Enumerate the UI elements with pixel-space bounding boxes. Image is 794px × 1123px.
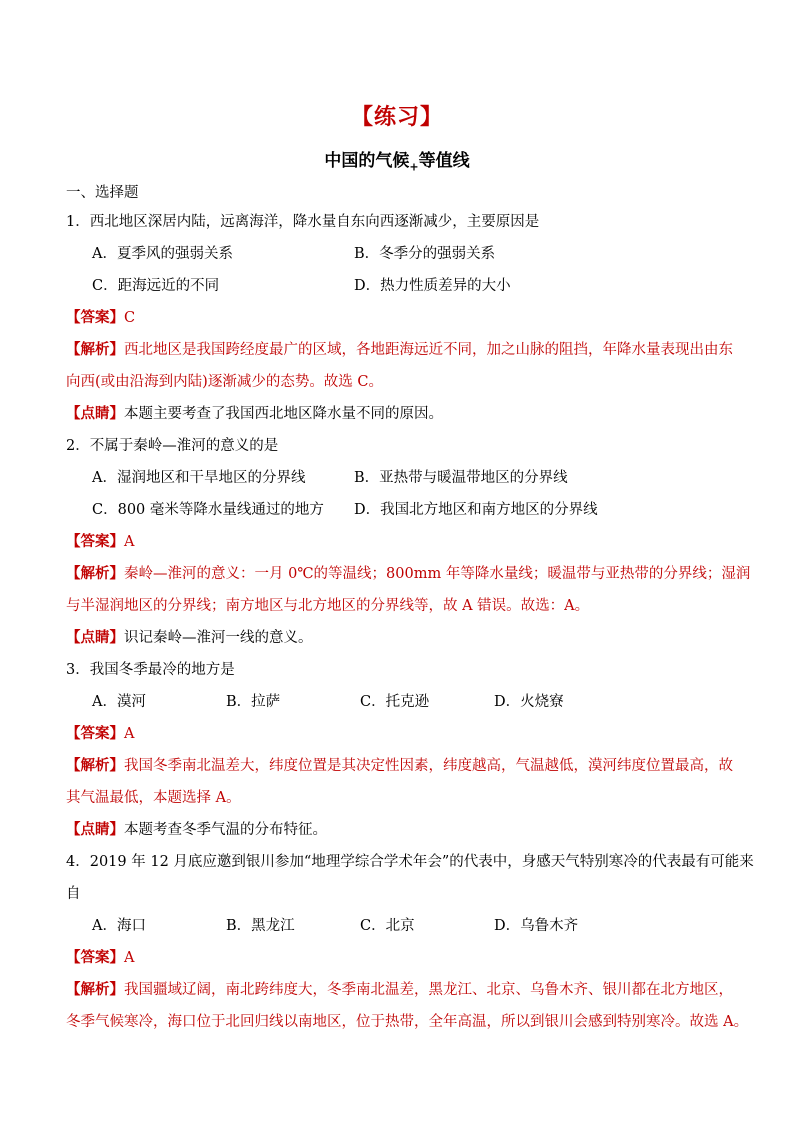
analysis-label: 【解析】 <box>66 341 124 358</box>
q3-option-d: D．火烧寮 <box>494 694 564 710</box>
q2-analysis-text-1: 秦岭—淮河的意义：一月 0℃的等温线；800mm 年等降水量线；暖温带与亚热带的分界线；湿润 <box>124 566 751 582</box>
answer-label: 【答案】 <box>66 949 124 966</box>
question-4-options-row <box>66 910 734 942</box>
q1-comment-text: 本题主要考查了我国西北地区降水量不同的原因。 <box>124 406 443 422</box>
page-subtitle <box>0 146 794 173</box>
analysis-label: 【解析】 <box>66 981 124 998</box>
question-4-stem-line-1: 4．2019 年 12 月底应邀到银川参加“地理学综合学术年会”的代表中，身感天气特别寒冷的代表最有可能来 <box>66 854 754 870</box>
answer-label: 【答案】 <box>66 725 124 742</box>
q4-analysis-line-1 <box>66 974 734 1006</box>
question-2-options-row-1 <box>66 462 734 494</box>
q3-option-b: B．拉萨 <box>226 694 281 710</box>
question-2-options-row-2 <box>66 494 734 526</box>
question-1-options-row-1 <box>66 238 734 270</box>
q1-analysis-line-2: 向西(或由沿海到内陆)逐渐减少的态势。故选 C。 <box>66 374 384 390</box>
q2-option-b: B．亚热带与暖温带地区的分界线 <box>354 470 568 486</box>
question-4-stem-line-2: 自 <box>66 886 81 902</box>
q2-comment-text: 识记秦岭—淮河一线的意义。 <box>124 630 313 646</box>
q2-option-c: C．800 毫米等降水量线通过的地方 <box>92 502 324 518</box>
page-title: 【练习】 <box>350 104 443 130</box>
q4-answer-value: A <box>124 950 135 966</box>
q3-option-c: C．托克逊 <box>360 694 430 710</box>
answer-label: 【答案】 <box>66 533 124 550</box>
q4-option-a: A．海口 <box>92 918 146 934</box>
q4-analysis-text-1: 我国疆域辽阔，南北跨纬度大，冬季南北温差，黑龙江、北京、乌鲁木齐、银川都在北方地区， <box>124 982 733 998</box>
q2-analysis-line-2: 与半湿润地区的分界线；南方地区与北方地区的分界线等，故 A 错误。故选：A。 <box>66 598 590 614</box>
q3-comment <box>66 814 734 846</box>
q1-option-a: A．夏季风的强弱关系 <box>92 246 233 262</box>
q2-answer-value: A <box>124 534 135 550</box>
question-1-stem: 1．西北地区深居内陆，远离海洋，降水量自东向西逐渐减少，主要原因是 <box>66 214 540 230</box>
exercise-content <box>66 180 754 1038</box>
q1-option-c: C．距海远近的不同 <box>92 278 220 294</box>
subtitle-plus: + <box>409 160 419 174</box>
q2-option-a: A．湿润地区和干旱地区的分界线 <box>92 470 306 486</box>
q2-comment <box>66 622 734 654</box>
q1-comment <box>66 398 734 430</box>
q4-option-c: C．北京 <box>360 918 415 934</box>
q3-analysis-line-1 <box>66 750 734 782</box>
q3-comment-text: 本题考查冬季气温的分布特征。 <box>124 822 327 838</box>
q4-option-d: D．乌鲁木齐 <box>494 918 579 934</box>
comment-label: 【点睛】 <box>66 405 124 422</box>
q3-option-a: A．漠河 <box>92 694 146 710</box>
comment-label: 【点睛】 <box>66 821 124 838</box>
question-2-stem: 2．不属于秦岭—淮河的意义的是 <box>66 438 279 454</box>
q1-answer <box>66 302 734 334</box>
q1-analysis-line-1 <box>66 334 734 366</box>
question-3-stem: 3．我国冬季最冷的地方是 <box>66 662 235 678</box>
question-3-options-row <box>66 686 734 718</box>
q1-option-d: D．热力性质差异的大小 <box>354 278 511 294</box>
answer-label: 【答案】 <box>66 309 124 326</box>
q4-option-b: B．黑龙江 <box>226 918 295 934</box>
q3-analysis-text-1: 我国冬季南北温差大，纬度位置是其决定性因素，纬度越高，气温越低，漠河纬度位置最高，故 <box>124 758 733 774</box>
q2-analysis-line-1 <box>66 558 751 590</box>
q4-answer <box>66 942 734 974</box>
q2-option-d: D．我国北方地区和南方地区的分界线 <box>354 502 598 518</box>
section-heading: 一、选择题 <box>66 185 139 201</box>
q4-analysis-line-2: 冬季气候寒冷，海口位于北回归线以南地区，位于热带，全年高温，所以到银川会感到特别寒冷。故选 A。 <box>66 1014 749 1030</box>
subtitle-main: 中国的气候 <box>324 151 410 171</box>
analysis-label: 【解析】 <box>66 757 124 774</box>
q3-analysis-line-2: 其气温最低，本题选择 A。 <box>66 790 241 806</box>
comment-label: 【点睛】 <box>66 629 124 646</box>
q1-analysis-text-1: 西北地区是我国跨经度最广的区域，各地距海远近不同，加之山脉的阻挡，年降水量表现出由东 <box>124 342 733 358</box>
q3-answer-value: A <box>124 726 135 742</box>
question-1-options-row-2 <box>66 270 734 302</box>
analysis-label: 【解析】 <box>66 565 124 582</box>
q1-answer-value: C <box>124 310 136 326</box>
q2-answer <box>66 526 734 558</box>
subtitle-tail: 等值线 <box>418 151 470 171</box>
q3-answer <box>66 718 734 750</box>
q1-option-b: B．冬季分的强弱关系 <box>354 246 496 262</box>
